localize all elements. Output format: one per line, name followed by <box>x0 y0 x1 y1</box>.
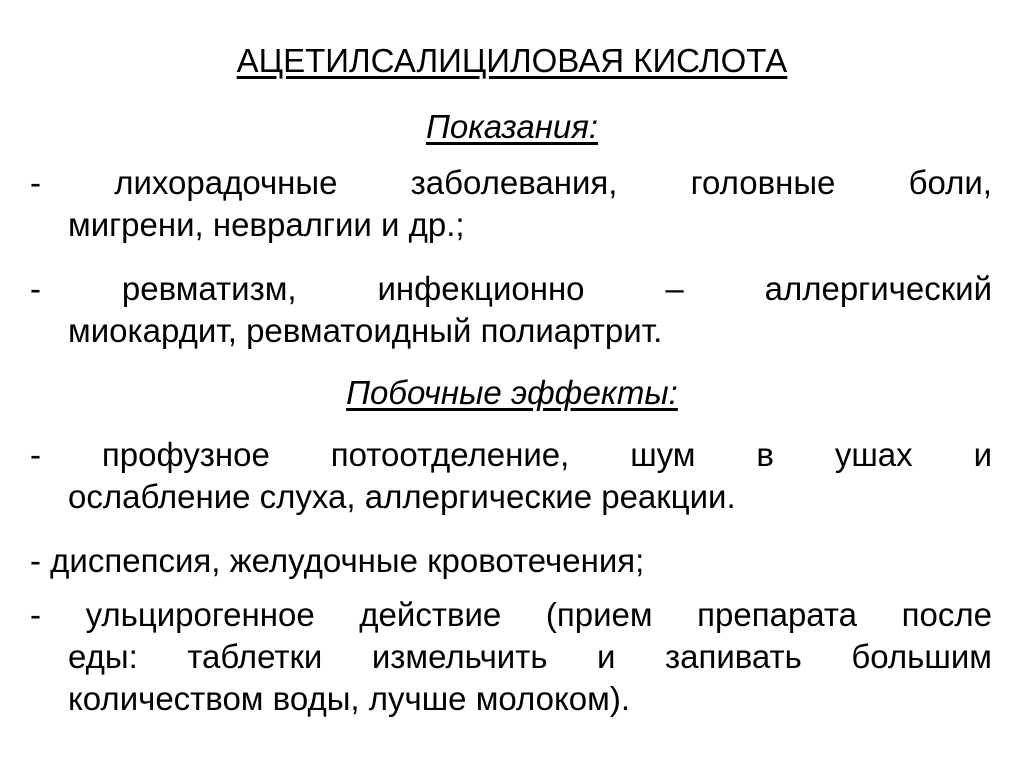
word: ушах <box>834 436 913 473</box>
word: и <box>973 436 992 473</box>
word: потоотделение, <box>330 436 570 473</box>
word: инфекционно <box>377 270 585 307</box>
side-effect-item-dyspepsia-line-1: - диспепсия, желудочные кровотечения; <box>30 542 645 579</box>
side-effect-item-ulcerogenic <box>30 594 992 720</box>
side-effects-heading: Побочные эффекты: <box>346 374 678 411</box>
word: в <box>756 436 774 473</box>
side-effect-item-sweating <box>30 434 992 518</box>
side-effect-item-ulcerogenic-line-3: количеством воды, лучше молоком). <box>68 680 630 717</box>
word: профузное <box>101 436 270 473</box>
side-effect-item-sweating-line-2: ослабление слуха, аллергические реакции. <box>68 478 736 515</box>
word: действие <box>359 596 502 633</box>
slide-title: АЦЕТИЛСАЛИЦИЛОВАЯ КИСЛОТА <box>236 42 788 79</box>
word: и <box>597 638 616 675</box>
word: - <box>30 164 41 201</box>
indication-item-rheumatism-line-2: миокардит, ревматоидный полиартрит. <box>68 312 663 349</box>
word: запивать <box>664 638 802 675</box>
word: - <box>30 436 41 473</box>
word: ульцирогенное <box>85 596 315 633</box>
word: головные <box>690 164 836 201</box>
side-effect-item-ulcerogenic-line-1 <box>30 594 992 636</box>
side-effect-item-ulcerogenic-line-2 <box>30 636 992 678</box>
word: - <box>30 270 41 307</box>
word: таблетки <box>187 638 323 675</box>
indication-item-rheumatism-line-1 <box>30 268 992 310</box>
indications-heading: Показания: <box>425 108 599 145</box>
side-effect-item-dyspepsia <box>30 540 992 582</box>
word: - <box>30 596 41 633</box>
word: – <box>665 270 684 307</box>
side-effect-item-sweating-line-1 <box>30 434 992 476</box>
word: ревматизм, <box>121 270 297 307</box>
word: препарата <box>697 596 858 633</box>
word: после <box>901 596 992 633</box>
word: измельчить <box>371 638 548 675</box>
indication-item-fever <box>30 162 992 246</box>
word: (прием <box>545 596 653 633</box>
indication-item-rheumatism <box>30 268 992 352</box>
indication-item-fever-line-1 <box>30 162 992 204</box>
word: заболевания, <box>410 164 618 201</box>
word: аллергический <box>764 270 992 307</box>
word: лихорадочные <box>114 164 338 201</box>
indication-item-fever-line-2: мигрени, невралгии и др.; <box>68 206 465 243</box>
word: большим <box>851 638 992 675</box>
word: боли, <box>908 164 992 201</box>
word: шум <box>630 436 696 473</box>
word: еды: <box>68 638 138 675</box>
